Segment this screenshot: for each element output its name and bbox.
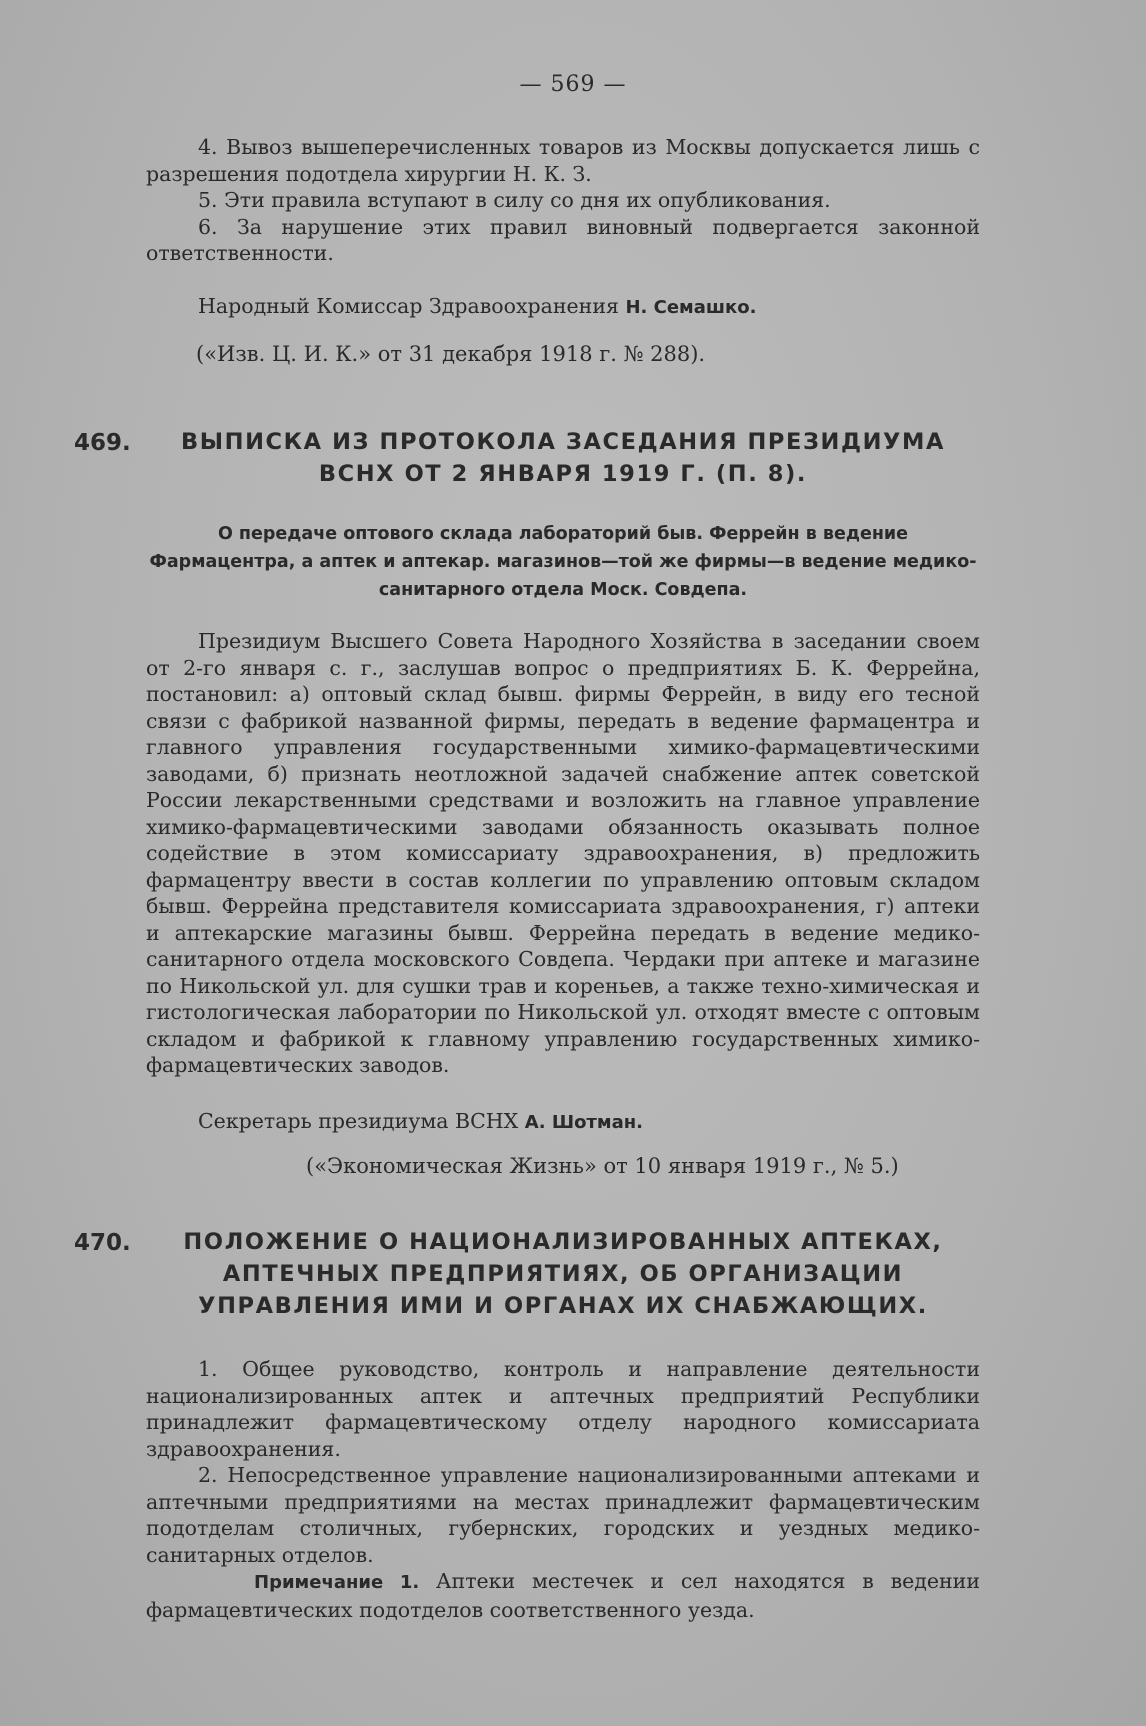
intro-item-5: 5. Эти правила вступают в силу со дня их опубликования. xyxy=(198,188,831,212)
signature-name: Н. Семашко. xyxy=(625,297,757,318)
doc469-number: 469. xyxy=(74,430,131,456)
signature-role: Народный Комиссар Здравоохранения xyxy=(198,294,619,318)
note-text: Аптеки местечек и сел находятся в ведении фармацевтических подотделов соответственного уезда. xyxy=(146,1569,980,1622)
doc469-body: Президиум Высшего Совета Народного Хозяйства в заседании своем от 2-го января с. г., заслушав вопрос о предприятиях Б. К. Феррейна, постановил: а) оптовый склад бывш. фирмы Феррейн, в виду его тесной связи с фабрикой названной фирмы, передать в ведение фармацентра и главного управления государственными химико-фармацевтическими заводами, б) признать неотложной задачей снабжение аптек советской России лекарственными средствами и возложить на главное управление химико-фармацевтическими заводами обязанность оказывать полное содействие в этом комиссариату здравоохранения, в) предложить фармацентру ввести в состав коллегии по управлению оптовым складом бывш. Феррейна представителя комиссариата здравоохранения, г) аптеки и аптекарские магазины бывш. Феррейна передать в ведение медико-санитарного отдела московского Совдепа. Чердаки при аптеке и магазине по Никольской ул. для сушки трав и кореньев, а также техно-химическая и гистологическая лаборатории по Никольской ул. отходят вместе с оптовым складом и фабрикой к главному управлению государственных химико-фармацевтических заводов. xyxy=(146,629,980,1077)
doc470-item-2: 2. Непосредственное управление национализированными аптеками и аптечными предприятиями на местах принадлежит фармацевтическим подотделам столичных, губернских, городских и уездных медико-санитарных отделов. xyxy=(146,1463,980,1567)
intro-signature xyxy=(146,293,980,321)
doc470-body-section xyxy=(146,1356,980,1623)
page-number: — 569 — xyxy=(519,72,627,97)
doc469-source: («Экономическая Жизнь» от 10 января 1919 г., № 5.) xyxy=(306,1154,899,1178)
doc470-title: ПОЛОЖЕНИЕ О НАЦИОНАЛИЗИРОВАННЫХ АПТЕКАХ, АПТЕЧНЫХ ПРЕДПРИЯТИЯХ, ОБ ОРГАНИЗАЦИИ УПРАВЛЕНИЯ ИМИ И ОРГАНАХ ИХ СНАБЖАЮЩИХ. xyxy=(183,1229,943,1319)
signature-role: Секретарь президиума ВСНХ xyxy=(198,1109,519,1133)
signature-name: А. Шотман. xyxy=(524,1112,644,1133)
doc470-note xyxy=(146,1568,980,1623)
intro-source: («Изв. Ц. И. К.» от 31 декабря 1918 г. № 288). xyxy=(196,342,706,366)
doc469-subtitle: О передаче оптового склада лабораторий быв. Феррейн в ведение Фармацентра, а аптек и аптекар. магазинов—той же фирмы—в ведение медико-санитарного отдела Моск. Совдепа. xyxy=(149,524,977,600)
doc469-body-section xyxy=(146,628,980,1079)
note-label: Примечание 1. xyxy=(254,1572,420,1593)
doc470-item-1: 1. Общее руководство, контроль и направление деятельности национализированных аптек и аптечных предприятий Республики принадлежит фармацевтическому отделу народного комиссариата здравоохранения. xyxy=(146,1357,980,1461)
intro-item-6: 6. За нарушение этих правил виновный подвергается законной ответственности. xyxy=(146,214,980,265)
intro-item-4: 4. Вывоз вышеперечисленных товаров из Москвы допускается лишь с разрешения подотдела хирургии Н. К. З. xyxy=(146,135,980,186)
doc470-number: 470. xyxy=(74,1230,131,1256)
doc469-title: ВЫПИСКА ИЗ ПРОТОКОЛА ЗАСЕДАНИЯ ПРЕЗИДИУМА ВСНХ ОТ 2 ЯНВАРЯ 1919 Г. (П. 8). xyxy=(181,429,945,487)
doc469-signature xyxy=(146,1108,980,1136)
intro-section xyxy=(146,134,980,267)
